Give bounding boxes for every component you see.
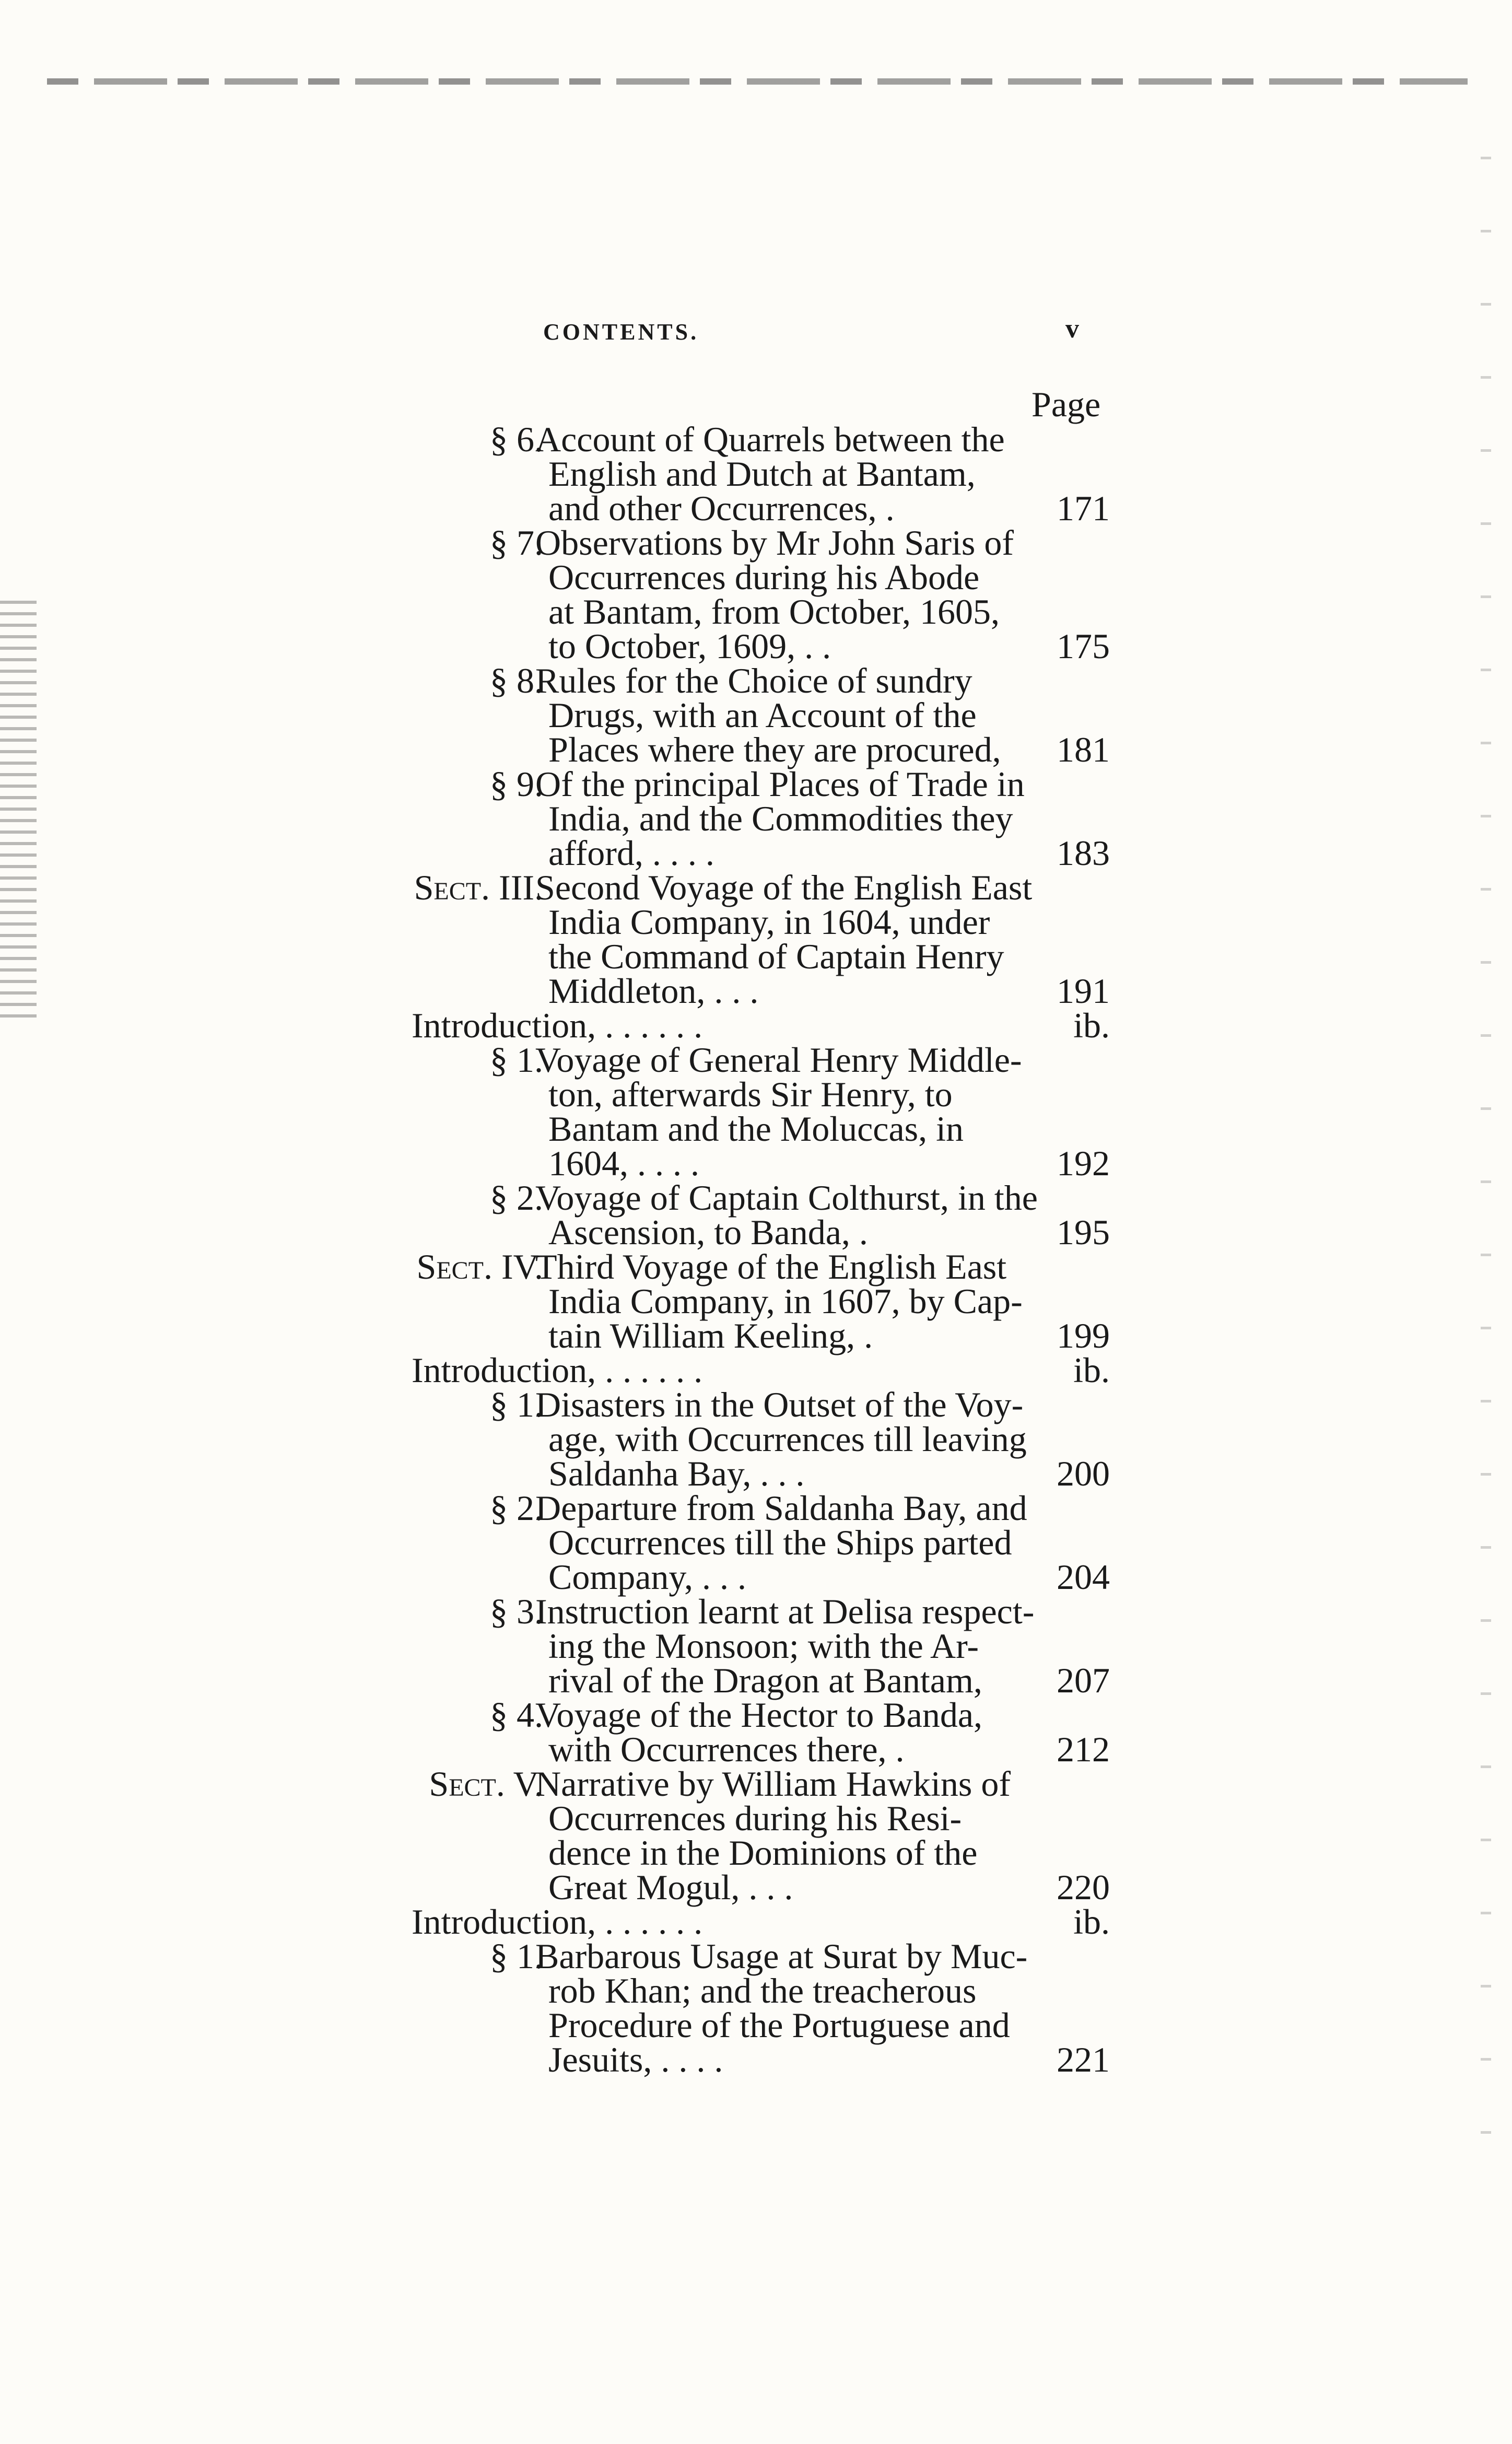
entry-title-line: Voyage of General Henry Middle- (535, 1040, 1022, 1080)
page-number: v (1065, 314, 1079, 344)
scan-edge-mark (47, 78, 1468, 85)
section-label: Sect. IV. (416, 1247, 543, 1287)
section-label: Sect. V. (429, 1764, 543, 1804)
entry-page-number: 191 (1057, 971, 1110, 1011)
entry-title-line: the Command of Captain Henry (548, 937, 1004, 976)
entry-page-number: ib. (1073, 1005, 1110, 1045)
subsection-label: § 2. (490, 1178, 543, 1218)
entry-title-line: Of the principal Places of Trade in (535, 764, 1025, 804)
toc-entry (0, 1594, 1512, 1698)
subsection-label: § 8. (490, 661, 543, 700)
entry-title (535, 1247, 1034, 1355)
page-column-label: Page (1032, 384, 1101, 424)
toc-entry (0, 1249, 1512, 1353)
subsection-label: § 4. (490, 1695, 543, 1735)
entry-title-line: Disasters in the Outset of the Voy- (535, 1385, 1024, 1424)
entry-title-line: ton, afterwards Sir Henry, to (548, 1074, 953, 1114)
subsection-label: § 7. (490, 523, 543, 563)
entry-title-line: at Bantam, from October, 1605, (548, 592, 1000, 632)
entry-page-number: 221 (1057, 2040, 1110, 2079)
toc-entry (0, 1936, 1512, 2079)
toc-entry (0, 1902, 1512, 1942)
entry-title-line: India Company, in 1604, under (548, 902, 990, 942)
entry-title (412, 1005, 1034, 1045)
entry-title (535, 661, 1034, 769)
entry-title (535, 419, 1034, 528)
entry-title-line: Places where they are procured, (548, 730, 1001, 769)
entry-title-line: rob Khan; and the treacherous (548, 1971, 977, 2010)
entry-title-line: Second Voyage of the English East (535, 868, 1033, 907)
entry-page-number: ib. (1073, 1350, 1110, 1390)
table-of-contents (0, 419, 1512, 2079)
subsection-label: § 9. (490, 764, 543, 804)
section-label: Sect. III. (414, 868, 543, 907)
entry-title-line: ing the Monsoon; with the Ar- (548, 1626, 979, 1666)
entry-title-line: Observations by Mr John Saris of (535, 523, 1014, 563)
entry-title (412, 1350, 1034, 1390)
entry-title (412, 1902, 1034, 1942)
entry-title-line: India, and the Commodities they (548, 799, 1013, 838)
entry-title (535, 1178, 1038, 1252)
toc-entry (0, 1005, 1512, 1045)
entry-title (535, 1488, 1034, 1597)
toc-entry (0, 1764, 1512, 1907)
entry-page-number: 192 (1057, 1143, 1110, 1183)
entry-title-line: Introduction, . . . . . . (412, 1005, 703, 1045)
entry-title-line: Barbarous Usage at Surat by Muc- (535, 1936, 1028, 1976)
entry-title-line: Great Mogul, . . . (548, 1867, 793, 1907)
entry-title-line: Procedure of the Portuguese and (548, 2005, 1010, 2045)
entry-title-line: Narrative by William Hawkins of (535, 1764, 1011, 1804)
toc-entry (0, 1178, 1512, 1252)
entry-page-number: 183 (1057, 833, 1110, 873)
entry-title (535, 1385, 1034, 1493)
entry-title-line: India Company, in 1607, by Cap- (548, 1281, 1023, 1321)
entry-page-number: 200 (1057, 1454, 1110, 1493)
toc-entry (0, 1040, 1512, 1183)
toc-entry (0, 1350, 1512, 1390)
entry-title-line: Departure from Saldanha Bay, and (535, 1488, 1027, 1528)
subsection-label: § 6. (490, 419, 543, 459)
entry-title (535, 1040, 1034, 1183)
entry-title-line: Voyage of Captain Colthurst, in the (535, 1178, 1038, 1218)
entry-title-line: to October, 1609, . . (548, 626, 831, 666)
toc-entry (0, 868, 1512, 1011)
toc-entry (0, 1387, 1512, 1491)
toc-entry (0, 1695, 1512, 1769)
entry-page-number: 181 (1057, 730, 1110, 769)
entry-title-line: rival of the Dragon at Bantam, (548, 1660, 982, 1700)
entry-page-number: 207 (1057, 1660, 1110, 1700)
toc-entry (0, 663, 1512, 767)
entry-title-line: dence in the Dominions of the (548, 1833, 978, 1873)
entry-title-line: afford, . . . . (548, 833, 714, 873)
entry-page-number: 204 (1057, 1557, 1110, 1597)
entry-title (535, 1695, 1034, 1769)
entry-title-line: Introduction, . . . . . . (412, 1350, 703, 1390)
entry-page-number: 212 (1057, 1729, 1110, 1769)
subsection-label: § 2. (490, 1488, 543, 1528)
entry-title (535, 1592, 1035, 1700)
entry-title (535, 868, 1034, 1011)
entry-page-number: 199 (1057, 1316, 1110, 1355)
entry-title-line: Ascension, to Banda, . (548, 1212, 868, 1252)
entry-title-line: Drugs, with an Account of the (548, 695, 977, 735)
entry-title-line: Voyage of the Hector to Banda, (535, 1695, 983, 1735)
entry-title-line: Instruction learnt at Delisa respect- (535, 1592, 1035, 1631)
entry-title (535, 1936, 1034, 2079)
entry-title (535, 1764, 1034, 1907)
entry-title-line: and other Occurrences, . (548, 488, 895, 528)
toc-entry (0, 1488, 1512, 1597)
entry-title-line: 1604, . . . . (548, 1143, 699, 1183)
subsection-label: § 3. (490, 1592, 543, 1631)
running-head: CONTENTS. (543, 319, 699, 345)
subsection-label: § 1. (490, 1040, 543, 1080)
entry-page-number: ib. (1073, 1902, 1110, 1942)
entry-title-line: Company, . . . (548, 1557, 747, 1597)
entry-title-line: Third Voyage of the English East (535, 1247, 1007, 1287)
toc-entry (0, 523, 1512, 666)
entry-title-line: Rules for the Choice of sundry (535, 661, 972, 700)
entry-title-line: tain William Keeling, . (548, 1316, 873, 1355)
entry-title-line: with Occurrences there, . (548, 1729, 905, 1769)
entry-title-line: Account of Quarrels between the (535, 419, 1005, 459)
subsection-label: § 1. (490, 1385, 543, 1424)
entry-title-line: Introduction, . . . . . . (412, 1902, 703, 1942)
toc-entry (0, 419, 1512, 528)
toc-entry (0, 764, 1512, 873)
entry-page-number: 171 (1057, 488, 1110, 528)
entry-title-line: Saldanha Bay, . . . (548, 1454, 805, 1493)
entry-title (535, 764, 1034, 873)
entry-title-line: Bantam and the Moluccas, in (548, 1109, 964, 1149)
entry-title-line: age, with Occurrences till leaving (548, 1419, 1027, 1459)
entry-title-line: Occurrences during his Resi- (548, 1798, 962, 1838)
entry-title-line: Middleton, . . . (548, 971, 759, 1011)
entry-title (535, 523, 1034, 666)
entry-title-line: Jesuits, . . . . (548, 2040, 723, 2079)
entry-page-number: 175 (1057, 626, 1110, 666)
entry-title-line: English and Dutch at Bantam, (548, 454, 976, 494)
entry-title-line: Occurrences during his Abode (548, 557, 980, 597)
subsection-label: § 1. (490, 1936, 543, 1976)
entry-title-line: Occurrences till the Ships parted (548, 1523, 1012, 1562)
entry-page-number: 195 (1057, 1212, 1110, 1252)
entry-page-number: 220 (1057, 1867, 1110, 1907)
